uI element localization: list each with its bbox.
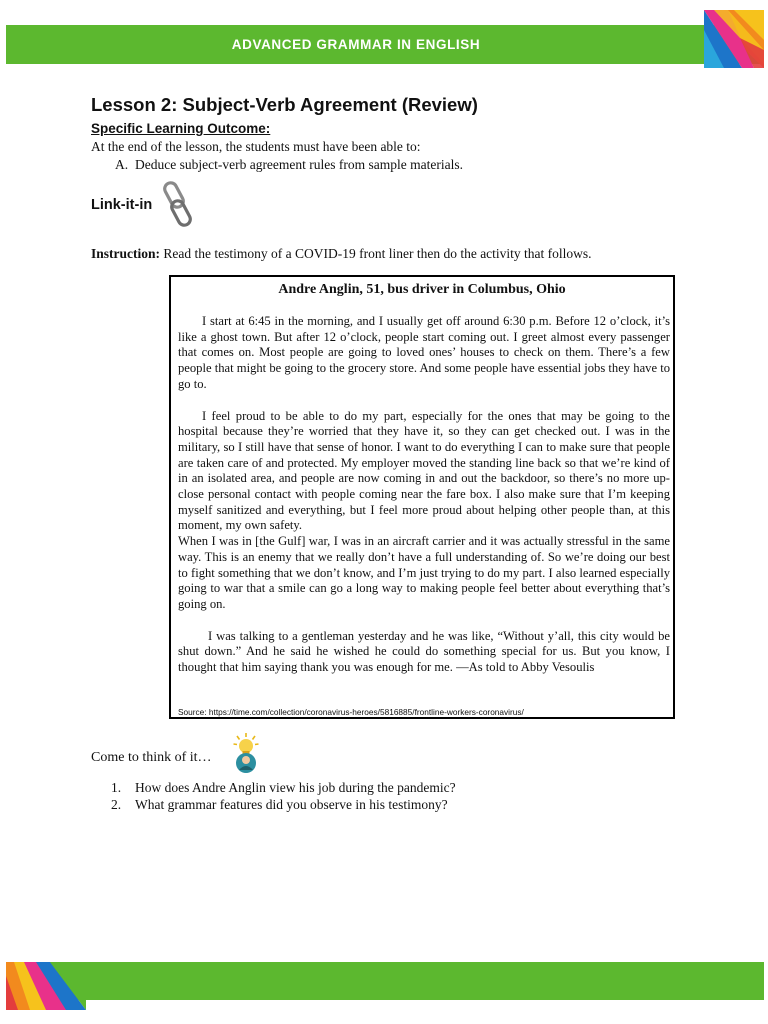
question-list: [111, 779, 456, 813]
testimony-paragraph: I feel proud to be able to do my part, especially for the ones that may be going to the hospital because they’re worried that they have it, so they can get checked out. I was in the military, so I still have that sense of honor. I want to do everything I can to make sure that people are taken care of and protected. My employer moved the standing line back so that we’re kind of in an isolated area, and people are now coming in and out the backdoor, so there’s no more up-close personal contact with people coming near the fare box. I also make sure that I’m keeping myself sanitized and everything, but I feel more proud about helping other people than, at this moment, my own safety.: [178, 408, 670, 533]
come-to-think-heading: Come to think of it…: [91, 750, 212, 765]
outcome-marker: A.: [115, 157, 129, 172]
instruction-body: Read the testimony of a COVID-19 front liner then do the activity that follows.: [160, 246, 592, 261]
header-banner: [6, 25, 764, 64]
testimony-box: [169, 275, 675, 719]
corner-logo-icon: [704, 10, 764, 68]
testimony-paragraph: When I was in [the Gulf] war, I was in an aircraft carrier and it was actually stressful in the same way. This is an enemy that we really don’t have a full understanding of. So we’re doing our best to fight something that we don’t know, and I’m just trying to do my part. I also learned especially going to war that a smile can go a long way to making people feel better about everything that’s going on.: [178, 534, 670, 611]
learning-outcome-item: [115, 157, 463, 173]
source-citation: Source: https://time.com/collection/coronavirus-heroes/5816885/frontline-workers-coronavirus/: [178, 707, 524, 717]
question-number: 1.: [111, 780, 122, 795]
question-item: [111, 779, 456, 796]
chain-link-icon: [163, 180, 193, 228]
question-number: 2.: [111, 797, 122, 812]
testimony-paragraph: I was talking to a gentleman yesterday and he was like, “Without y’all, this city would be shut down.” And he said he wished he could do something special for us. But you know, I thought that him saying thank you was enough for me. —As told to Abby Vesoulis: [178, 628, 670, 675]
footer-logo-icon: [6, 962, 86, 1010]
testimony-body: [178, 314, 670, 676]
course-title: ADVANCED GRAMMAR IN ENGLISH: [231, 37, 481, 52]
question-text: How does Andre Anglin view his job during the pandemic?: [135, 780, 456, 795]
learning-outcome-heading: Specific Learning Outcome:: [91, 121, 271, 136]
outcome-text: Deduce subject-verb agreement rules from sample materials.: [135, 157, 463, 172]
learning-outcome-list: [115, 157, 463, 173]
footer-banner: [6, 962, 764, 1000]
question-item: [111, 796, 456, 813]
instruction-label: Instruction:: [91, 246, 161, 261]
question-text: What grammar features did you observe in his testimony?: [135, 797, 448, 812]
testimony-paragraph: I start at 6:45 in the morning, and I usually get off around 6:30 p.m. Before 12 o’clock, it’s like a ghost town. But after 12 o’clock, people start coming out. I greet almost every passenger that comes on. Most people are going to loved ones’ houses to check on them. There’s a few people that might be going to the grocery store. And some people have essential jobs they have to go to.: [178, 314, 670, 391]
instruction-text: [91, 246, 592, 262]
testimony-heading: Andre Anglin, 51, bus driver in Columbus, Ohio: [278, 282, 566, 297]
lightbulb-icon: [232, 732, 260, 774]
link-it-in-heading: Link-it-in: [91, 197, 153, 213]
learning-outcome-intro: At the end of the lesson, the students must have been able to:: [91, 139, 421, 154]
lesson-title: Lesson 2: Subject-Verb Agreement (Review): [91, 94, 478, 115]
